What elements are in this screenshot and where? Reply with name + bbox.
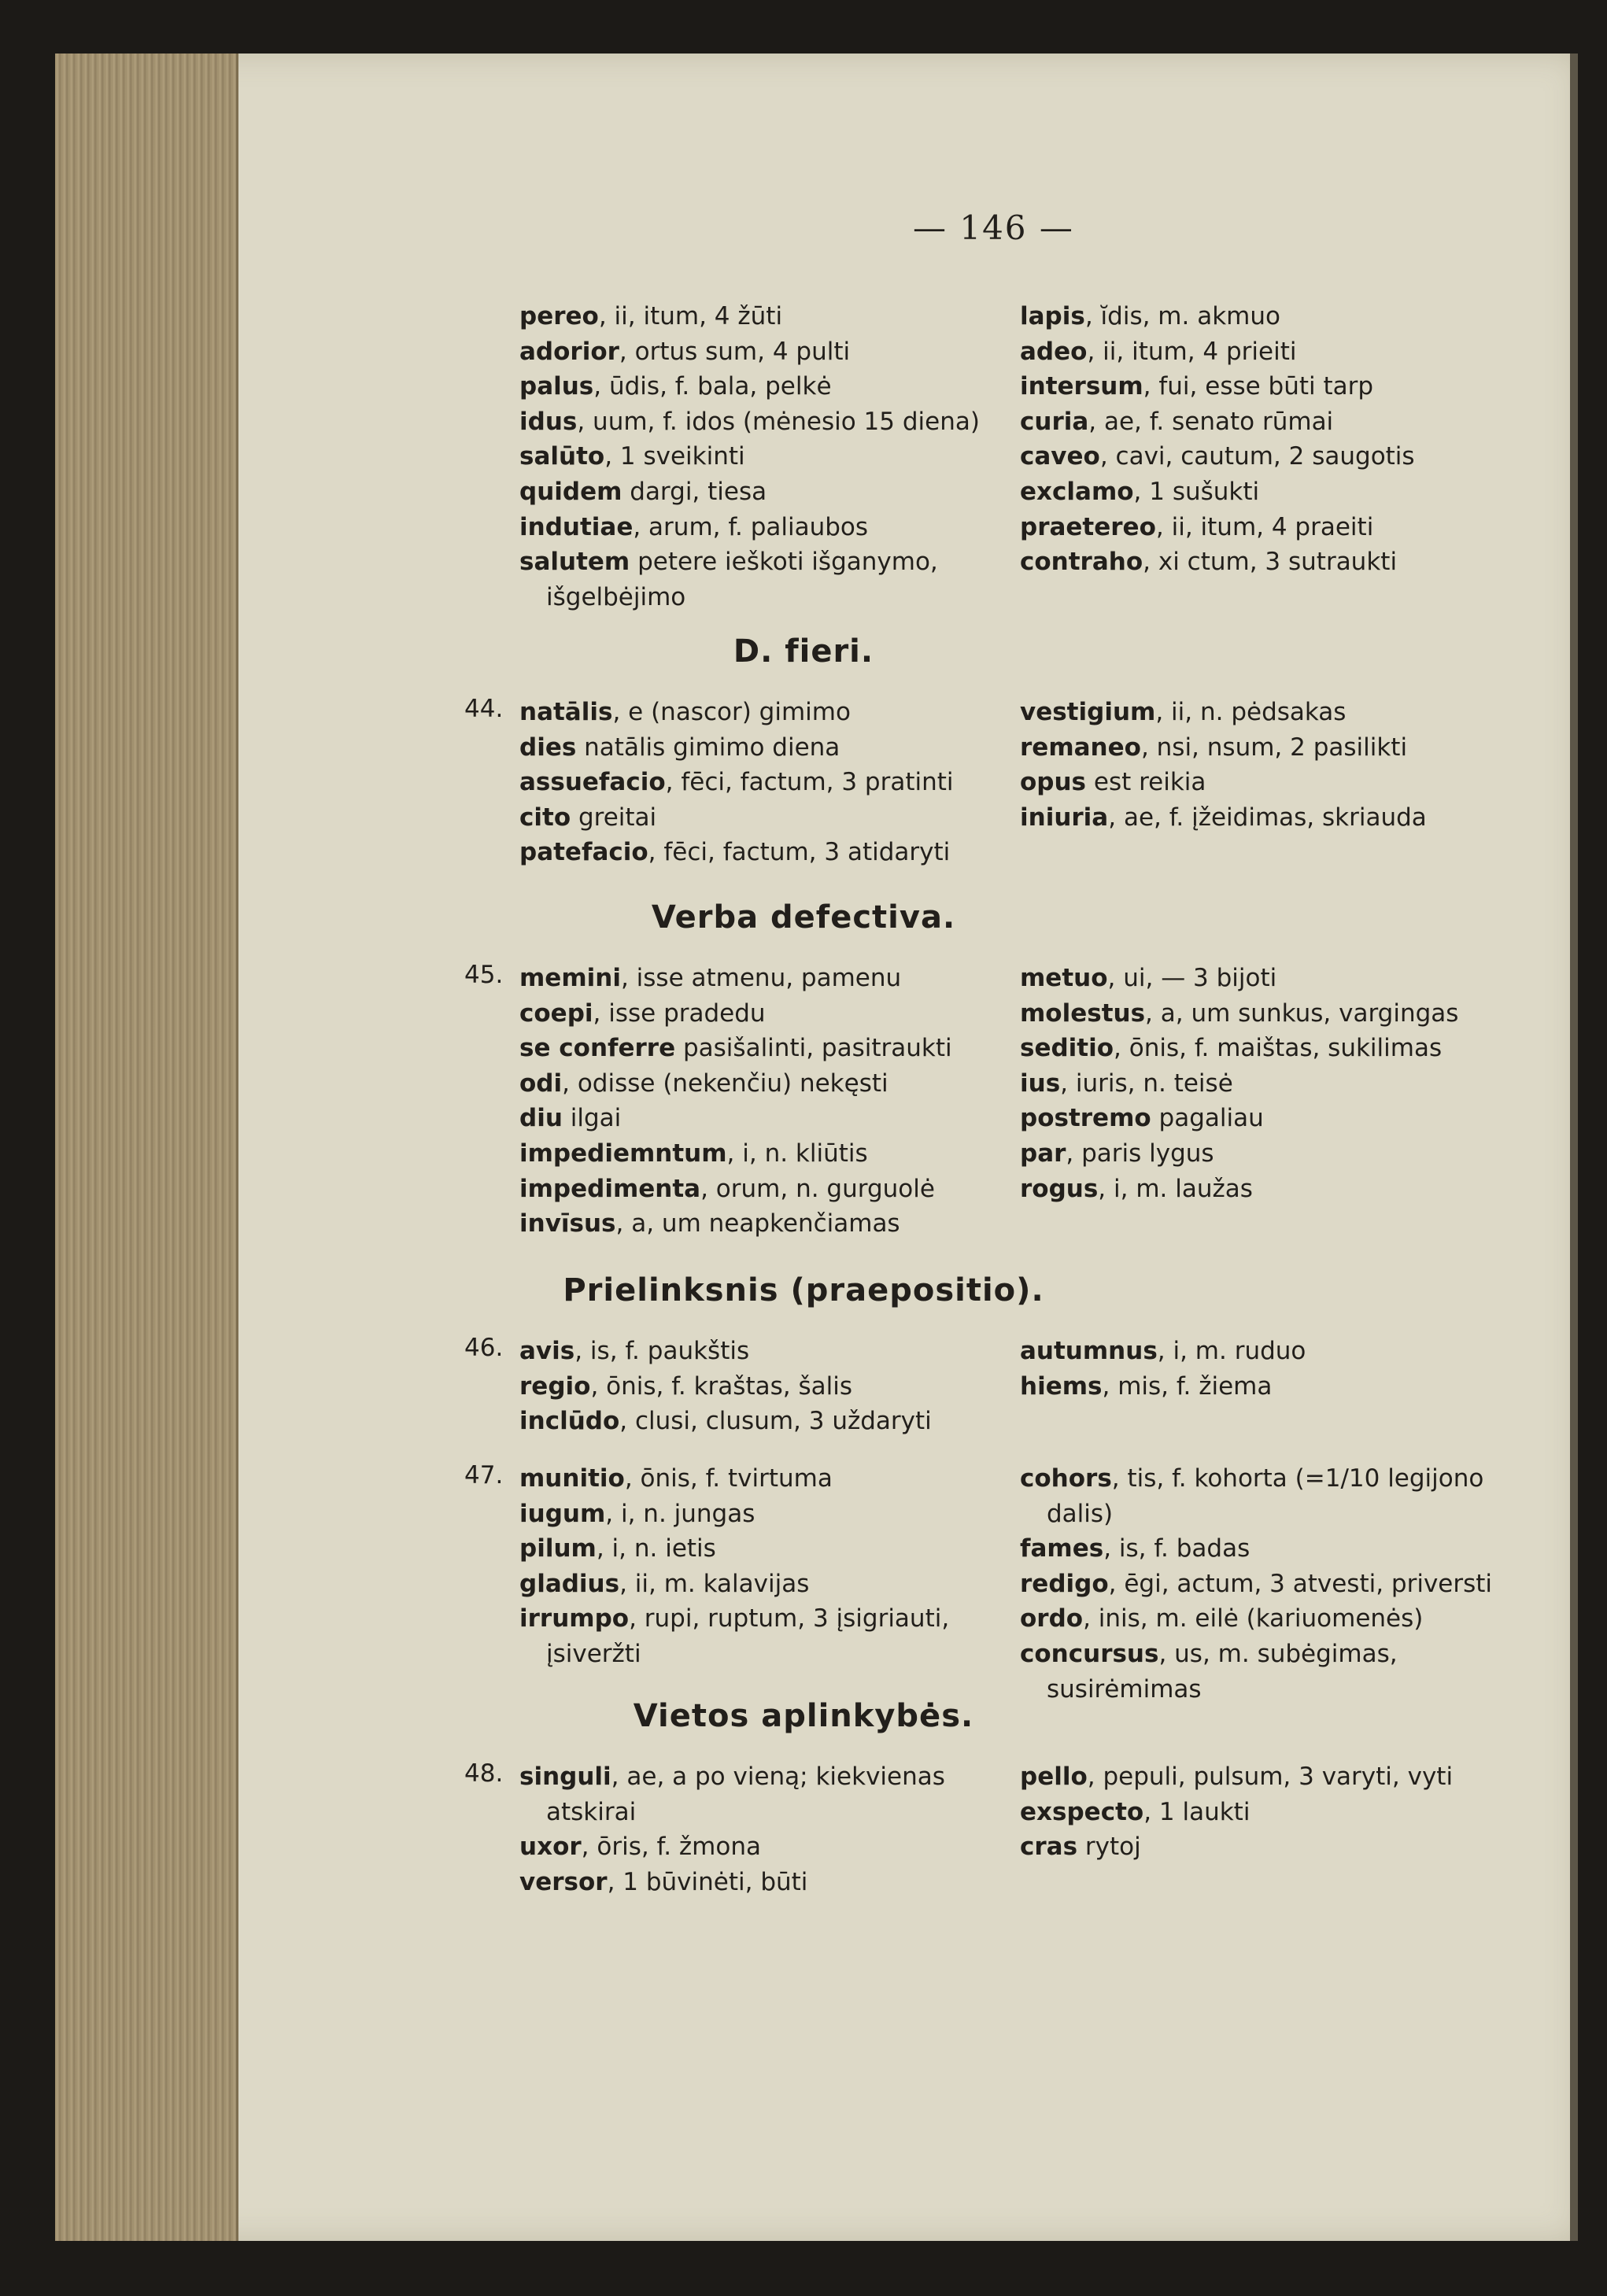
right-column bbox=[1020, 1759, 1524, 1865]
definition: , xi ctum, 3 sutraukti bbox=[1143, 548, 1398, 577]
definition: , ōnis, f. maištas, sukilimas bbox=[1114, 1034, 1443, 1063]
definition: , i, m. ruduo bbox=[1157, 1337, 1306, 1365]
headword: rogus bbox=[1020, 1174, 1099, 1203]
vocab-entry bbox=[1020, 996, 1524, 1032]
headword: uxor bbox=[519, 1833, 582, 1862]
headword: lapis bbox=[1020, 302, 1085, 330]
definition: , ii, m. kalavijas bbox=[619, 1569, 810, 1598]
headword: patefacio bbox=[519, 838, 648, 867]
headword: iniuria bbox=[1020, 803, 1109, 832]
headword: curia bbox=[1020, 407, 1089, 436]
headword: salūto bbox=[519, 442, 605, 471]
headword: fames bbox=[1020, 1534, 1104, 1563]
headword: singuli bbox=[519, 1763, 611, 1791]
definition: rytoj bbox=[1077, 1833, 1141, 1862]
vocab-entry bbox=[519, 299, 1023, 334]
headword: irrumpo bbox=[519, 1604, 630, 1633]
right-column bbox=[1020, 695, 1524, 835]
vocab-entry bbox=[519, 510, 1023, 545]
vocab-entry bbox=[519, 1601, 1023, 1671]
vocab-entry bbox=[519, 730, 1023, 766]
section-heading: Prielinksnis (praepositio). bbox=[563, 1272, 1044, 1309]
headword: ius bbox=[1020, 1069, 1061, 1098]
vocab-entry bbox=[1020, 1567, 1524, 1602]
definition: , cavi, cautum, 2 saugotis bbox=[1099, 442, 1415, 471]
definition: , ae, f. senato rūmai bbox=[1088, 407, 1334, 436]
vocab-entry bbox=[519, 961, 1023, 996]
headword: pello bbox=[1020, 1763, 1088, 1791]
right-column bbox=[1020, 1461, 1524, 1707]
definition: , fēci, factum, 3 pratinti bbox=[665, 768, 954, 797]
headword: opus bbox=[1020, 768, 1087, 797]
definition: , ui, — 3 bijoti bbox=[1107, 964, 1277, 992]
definition: , ii, n. pėdsakas bbox=[1155, 698, 1347, 726]
headword: coepi bbox=[519, 999, 593, 1028]
left-column bbox=[519, 299, 1023, 615]
definition: , clusi, clusum, 3 uždaryti bbox=[619, 1407, 932, 1436]
headword: hiems bbox=[1020, 1371, 1103, 1401]
definition: , ĭdis, m. akmuo bbox=[1084, 302, 1280, 330]
definition: , e (nascor) gimimo bbox=[612, 698, 851, 726]
vocab-entry bbox=[1020, 1601, 1524, 1637]
definition: , paris lygus bbox=[1066, 1139, 1214, 1168]
definition: , is, f. badas bbox=[1103, 1534, 1251, 1563]
vocab-entry bbox=[1020, 1759, 1524, 1795]
definition: , a, um neapkenčiamas bbox=[615, 1209, 900, 1238]
right-column bbox=[1020, 299, 1524, 580]
definition: , 1 būvinėti, būti bbox=[607, 1867, 808, 1896]
vocab-entry bbox=[519, 474, 1023, 510]
definition: , is, f. paukštis bbox=[574, 1337, 750, 1365]
vocab-entry bbox=[1020, 474, 1524, 510]
book-spine bbox=[55, 54, 238, 2241]
headword: inclūdo bbox=[519, 1407, 620, 1436]
vocab-entry bbox=[519, 1206, 1023, 1242]
definition: petere ieškoti išganymo, išgelbėjimo bbox=[546, 548, 938, 611]
headword: natālis bbox=[519, 698, 613, 726]
left-column bbox=[519, 1461, 1023, 1672]
vocab-entry bbox=[519, 544, 1023, 615]
headword: pilum bbox=[519, 1534, 597, 1563]
lesson-number: 48. bbox=[464, 1759, 504, 1788]
definition: , uum, f. idos (mėnesio 15 diena) bbox=[577, 407, 980, 436]
right-column bbox=[1020, 961, 1524, 1206]
definition: , nsi, nsum, 2 pasilikti bbox=[1140, 733, 1408, 762]
vocab-entry bbox=[519, 1531, 1023, 1567]
vocab-entry bbox=[519, 1497, 1023, 1532]
headword: contraho bbox=[1020, 548, 1143, 577]
definition: , ōnis, f. tvirtuma bbox=[624, 1464, 833, 1493]
headword: adeo bbox=[1020, 337, 1088, 366]
page-number: — 146 — bbox=[913, 209, 1074, 247]
definition: , isse atmenu, pamenu bbox=[620, 964, 902, 992]
definition: , pepuli, pulsum, 3 varyti, vyti bbox=[1087, 1763, 1454, 1791]
vocab-entry bbox=[519, 1101, 1023, 1136]
headword: exspecto bbox=[1020, 1797, 1144, 1826]
headword: postremo bbox=[1020, 1104, 1151, 1133]
vocab-entry bbox=[519, 1461, 1023, 1497]
vocab-entry bbox=[1020, 1031, 1524, 1066]
definition: , ōris, f. žmona bbox=[581, 1833, 761, 1862]
vocab-entry bbox=[1020, 334, 1524, 370]
definition: dargi, tiesa bbox=[622, 477, 767, 506]
definition: est reikia bbox=[1086, 768, 1206, 797]
vocab-entry bbox=[1020, 1101, 1524, 1136]
headword: cras bbox=[1020, 1833, 1078, 1862]
definition: , ae, f. įžeidimas, skriauda bbox=[1108, 803, 1427, 832]
vocab-entry bbox=[519, 404, 1023, 440]
headword: cito bbox=[519, 803, 571, 832]
lesson-number: 45. bbox=[464, 961, 504, 989]
headword: munitio bbox=[519, 1464, 625, 1493]
lesson-number: 47. bbox=[464, 1461, 504, 1489]
left-column bbox=[519, 1334, 1023, 1439]
headword: vestigium bbox=[1020, 698, 1156, 726]
vocab-entry bbox=[519, 1172, 1023, 1207]
headword: intersum bbox=[1020, 372, 1143, 401]
vocab-entry bbox=[1020, 299, 1524, 334]
vocab-entry bbox=[1020, 1136, 1524, 1172]
section-heading: Verba defectiva. bbox=[651, 899, 956, 936]
headword: molestus bbox=[1020, 999, 1146, 1028]
vocab-entry bbox=[519, 1136, 1023, 1172]
vocab-entry bbox=[519, 1567, 1023, 1602]
definition: , i, n. kliūtis bbox=[726, 1139, 868, 1168]
definition: , ii, itum, 4 praeiti bbox=[1155, 512, 1374, 541]
definition: , tis, f. kohorta (=1/10 legijono dalis) bbox=[1047, 1464, 1484, 1528]
definition: ilgai bbox=[562, 1104, 622, 1133]
left-column bbox=[519, 961, 1023, 1242]
headword: memini bbox=[519, 964, 621, 992]
headword: pereo bbox=[519, 302, 599, 330]
headword: se conferre bbox=[519, 1034, 676, 1063]
headword: assuefacio bbox=[519, 768, 666, 797]
headword: diu bbox=[519, 1104, 563, 1133]
definition: , iuris, n. teisė bbox=[1060, 1069, 1233, 1098]
definition: , 1 sveikinti bbox=[604, 442, 745, 471]
vocab-entry bbox=[1020, 1531, 1524, 1567]
definition: greitai bbox=[571, 803, 657, 832]
headword: cohors bbox=[1020, 1464, 1112, 1493]
definition: , fui, esse būti tarp bbox=[1143, 372, 1374, 401]
vocab-entry bbox=[519, 1031, 1023, 1066]
headword: iugum bbox=[519, 1499, 606, 1528]
definition: pasišalinti, pasitraukti bbox=[675, 1034, 952, 1063]
lesson-number: 44. bbox=[464, 695, 504, 723]
vocab-entry bbox=[1020, 369, 1524, 404]
headword: quidem bbox=[519, 477, 622, 506]
headword: regio bbox=[519, 1371, 591, 1401]
vocab-entry bbox=[1020, 1637, 1524, 1707]
definition: , ii, itum, 4 žūti bbox=[598, 302, 783, 330]
definition: , 1 laukti bbox=[1143, 1797, 1251, 1826]
vocab-entry bbox=[519, 439, 1023, 474]
definition: , ōnis, f. kraštas, šalis bbox=[590, 1371, 852, 1401]
section-heading: Vietos aplinkybės. bbox=[633, 1698, 974, 1734]
vocab-entry bbox=[1020, 695, 1524, 730]
definition: , inis, m. eilė (kariuomenės) bbox=[1083, 1604, 1424, 1633]
definition: , isse pradedu bbox=[593, 999, 766, 1028]
headword: impedimenta bbox=[519, 1174, 701, 1203]
headword: idus bbox=[519, 407, 578, 436]
section-heading: D. fieri. bbox=[733, 633, 874, 670]
right-column bbox=[1020, 1334, 1524, 1404]
definition: , arum, f. paliaubos bbox=[633, 512, 869, 541]
headword: ordo bbox=[1020, 1604, 1084, 1633]
headword: versor bbox=[519, 1867, 608, 1896]
headword: seditio bbox=[1020, 1034, 1114, 1063]
vocab-entry bbox=[519, 996, 1023, 1032]
vocab-entry bbox=[519, 765, 1023, 800]
vocab-entry bbox=[1020, 544, 1524, 580]
headword: invīsus bbox=[519, 1209, 616, 1238]
definition: , 1 sušukti bbox=[1133, 477, 1260, 506]
headword: indutiae bbox=[519, 512, 634, 541]
headword: par bbox=[1020, 1139, 1066, 1168]
vocab-entry bbox=[519, 1334, 1023, 1369]
vocab-entry bbox=[1020, 404, 1524, 440]
vocab-entry bbox=[519, 1066, 1023, 1102]
headword: caveo bbox=[1020, 442, 1100, 471]
vocab-entry bbox=[1020, 1829, 1524, 1865]
vocab-entry bbox=[519, 1829, 1023, 1865]
definition: , ae, a po vieną; kiekvienas atskirai bbox=[546, 1763, 945, 1826]
vocab-entry bbox=[1020, 1795, 1524, 1830]
headword: metuo bbox=[1020, 964, 1108, 992]
headword: odi bbox=[519, 1069, 563, 1098]
definition: natālis gimimo diena bbox=[576, 733, 840, 762]
headword: remaneo bbox=[1020, 733, 1141, 762]
right-page-edge bbox=[1570, 54, 1578, 2241]
vocab-entry bbox=[519, 334, 1023, 370]
vocab-entry bbox=[1020, 730, 1524, 766]
vocab-entry bbox=[1020, 1461, 1524, 1531]
definition: pagaliau bbox=[1151, 1104, 1264, 1133]
left-column bbox=[519, 695, 1023, 870]
vocab-entry bbox=[519, 1404, 1023, 1439]
vocab-entry bbox=[1020, 1172, 1524, 1207]
definition: , i, n. ietis bbox=[596, 1534, 716, 1563]
left-column bbox=[519, 1759, 1023, 1899]
headword: palus bbox=[519, 372, 594, 401]
vocab-entry bbox=[1020, 1369, 1524, 1405]
definition: , ortus sum, 4 pulti bbox=[619, 337, 851, 366]
vocab-entry bbox=[519, 800, 1023, 836]
vocab-entry bbox=[519, 695, 1023, 730]
headword: exclamo bbox=[1020, 477, 1134, 506]
headword: praetereo bbox=[1020, 512, 1156, 541]
headword: adorior bbox=[519, 337, 619, 366]
vocab-entry bbox=[1020, 510, 1524, 545]
vocab-entry bbox=[1020, 800, 1524, 836]
definition: , us, m. subėgimas, susirėmimas bbox=[1047, 1639, 1398, 1704]
headword: salutem bbox=[519, 548, 630, 577]
lesson-number: 46. bbox=[464, 1334, 504, 1362]
headword: dies bbox=[519, 733, 577, 762]
headword: autumnus bbox=[1020, 1337, 1158, 1365]
vocab-entry bbox=[1020, 765, 1524, 800]
definition: , odisse (nekenčiu) nekęsti bbox=[562, 1069, 888, 1098]
headword: impediemntum bbox=[519, 1139, 727, 1168]
headword: concursus bbox=[1020, 1639, 1159, 1668]
definition: , a, um sunkus, vargingas bbox=[1145, 999, 1459, 1028]
vocab-entry bbox=[519, 835, 1023, 870]
vocab-entry bbox=[519, 1865, 1023, 1900]
definition: , rupi, ruptum, 3 įsigriauti, įsiveržti bbox=[546, 1604, 950, 1668]
definition: , ēgi, actum, 3 atvesti, priversti bbox=[1108, 1569, 1493, 1598]
vocab-entry bbox=[519, 369, 1023, 404]
vocab-entry bbox=[519, 1369, 1023, 1405]
headword: gladius bbox=[519, 1569, 620, 1598]
definition: , i, m. laužas bbox=[1098, 1174, 1253, 1203]
definition: , ii, itum, 4 prieiti bbox=[1087, 337, 1297, 366]
definition: , orum, n. gurguolė bbox=[700, 1174, 935, 1203]
vocab-entry bbox=[1020, 1066, 1524, 1102]
definition: , i, n. jungas bbox=[605, 1499, 755, 1528]
vocab-entry bbox=[1020, 961, 1524, 996]
vocab-entry bbox=[519, 1759, 1023, 1829]
headword: avis bbox=[519, 1337, 575, 1365]
definition: , mis, f. žiema bbox=[1102, 1371, 1273, 1401]
headword: redigo bbox=[1020, 1569, 1109, 1598]
definition: , fēci, factum, 3 atidaryti bbox=[648, 838, 951, 867]
vocab-entry bbox=[1020, 439, 1524, 474]
definition: , ūdis, f. bala, pelkė bbox=[593, 372, 832, 401]
vocab-entry bbox=[1020, 1334, 1524, 1369]
